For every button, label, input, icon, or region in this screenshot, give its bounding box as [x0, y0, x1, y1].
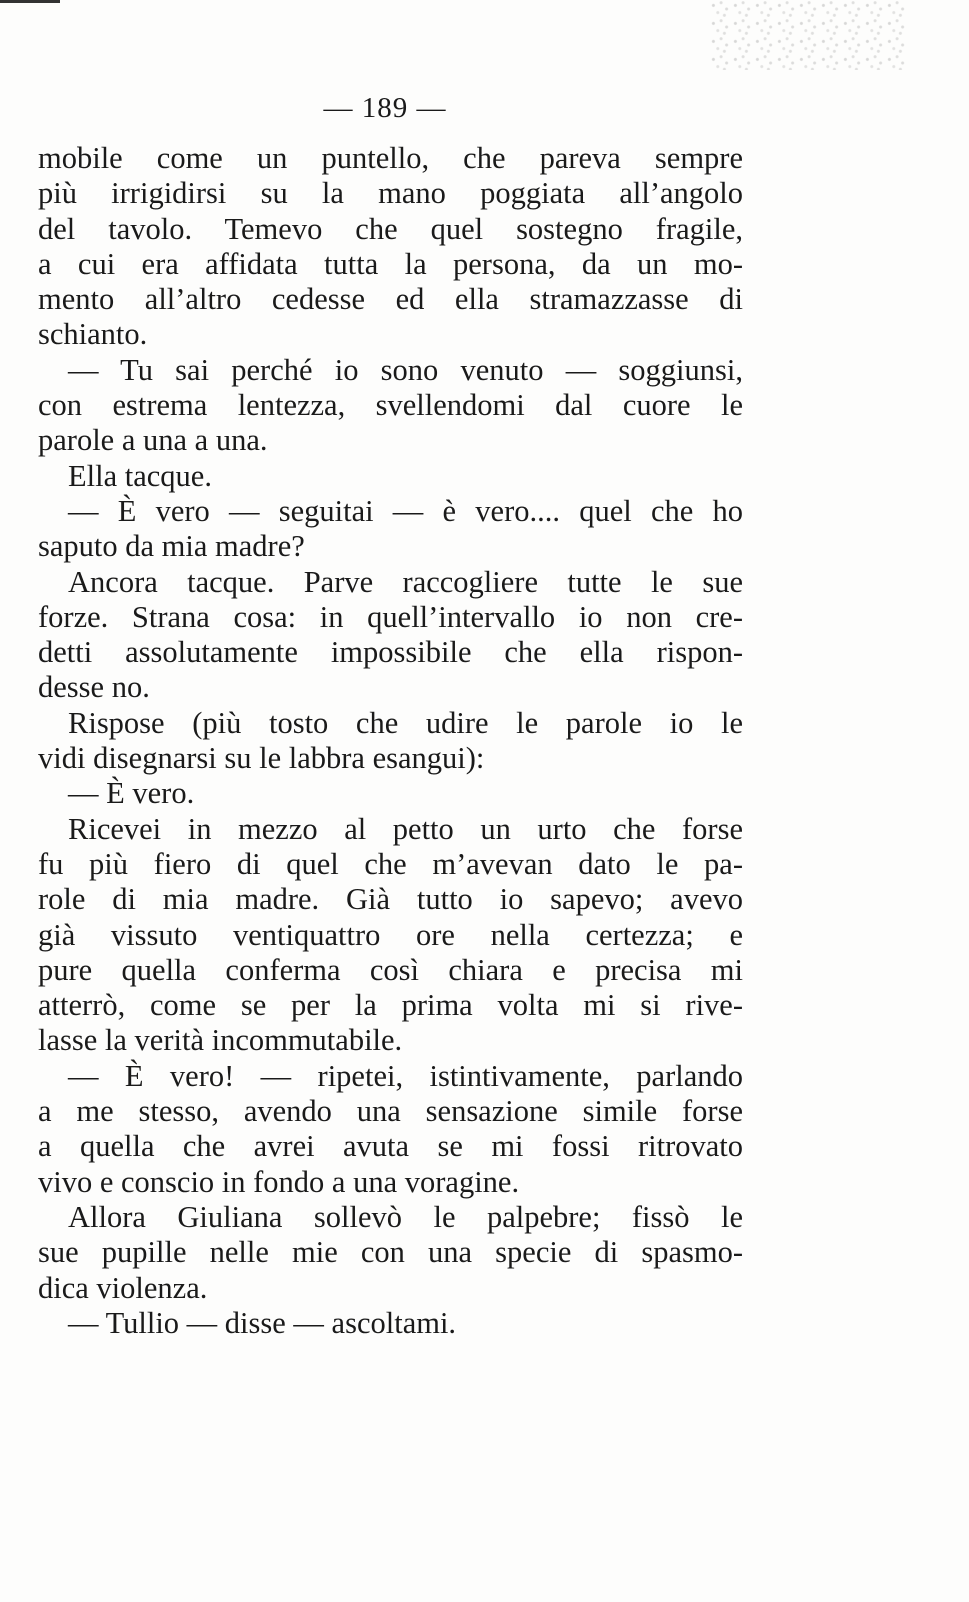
- page-number: — 189 —: [323, 92, 447, 124]
- text-line: lasse la verità incommutabile.: [38, 1023, 403, 1058]
- text-line: — È vero.: [68, 776, 195, 811]
- text-line: con estrema lentezza, svellendomi dal cuore le: [38, 388, 743, 423]
- text-line: fu più fiero di quel che m’avevan dato le pa-: [38, 846, 743, 881]
- paper-speckle: [709, 0, 909, 70]
- text-line: a quella che avrei avuta se mi fossi ritrovato: [38, 1129, 743, 1164]
- text-line: Ella tacque.: [68, 458, 212, 493]
- text-line: sue pupille nelle mie con una specie di spasmo-: [38, 1235, 743, 1270]
- text-line: del tavolo. Temevo che quel sostegno fragile,: [38, 211, 743, 246]
- text-line: desse no.: [38, 670, 150, 705]
- text-line: a cui era affidata tutta la persona, da un mo-: [38, 246, 743, 281]
- text-line: detti assolutamente impossibile che ella rispon-: [38, 635, 743, 670]
- text-line: saputo da mia madre?: [38, 529, 305, 564]
- text-line: mobile come un puntello, che pareva sempre: [38, 141, 743, 175]
- text-line: a me stesso, avendo una sensazione simile forse: [38, 1094, 743, 1129]
- text-line: — È vero — seguitai — è vero.... quel che ho: [68, 493, 743, 528]
- scan-edge-mark: [0, 0, 60, 3]
- text-line: atterrò, come se per la prima volta mi si rive-: [38, 988, 743, 1023]
- text-line: mento all’altro cedesse ed ella stramazzasse di: [38, 282, 743, 317]
- text-line: dica violenza.: [38, 1270, 208, 1305]
- text-line: — È vero! — ripetei, istintivamente, parlando: [68, 1058, 743, 1093]
- text-line: Ricevei in mezzo al petto un urto che forse: [68, 811, 743, 846]
- text-line: role di mia madre. Già tutto io sapevo; avevo: [38, 882, 743, 917]
- text-line: più irrigidirsi su la mano poggiata all’angolo: [38, 176, 743, 211]
- text-line: Ancora tacque. Parve raccogliere tutte le sue: [68, 564, 743, 599]
- text-line: schianto.: [38, 317, 148, 352]
- text-line: parole a una a una.: [38, 423, 268, 458]
- text-line: vivo e conscio in fondo a una voragine.: [38, 1164, 520, 1199]
- text-line: Rispose (più tosto che udire le parole io le: [68, 705, 743, 740]
- text-line: — Tullio — disse — ascoltami.: [68, 1305, 457, 1340]
- text-line: — Tu sai perché io sono venuto — soggiunsi,: [68, 352, 743, 387]
- text-line: Allora Giuliana sollevò le palpebre; fissò le: [68, 1199, 743, 1234]
- text-line: pure quella conferma così chiara e precisa mi: [38, 952, 743, 987]
- body-text: [38, 141, 743, 1341]
- text-line: vidi disegnarsi su le labbra esangui):: [38, 741, 485, 776]
- text-line: forze. Strana cosa: in quell’intervallo io non cre-: [38, 599, 743, 634]
- text-line: già vissuto ventiquattro ore nella certezza; e: [38, 917, 743, 952]
